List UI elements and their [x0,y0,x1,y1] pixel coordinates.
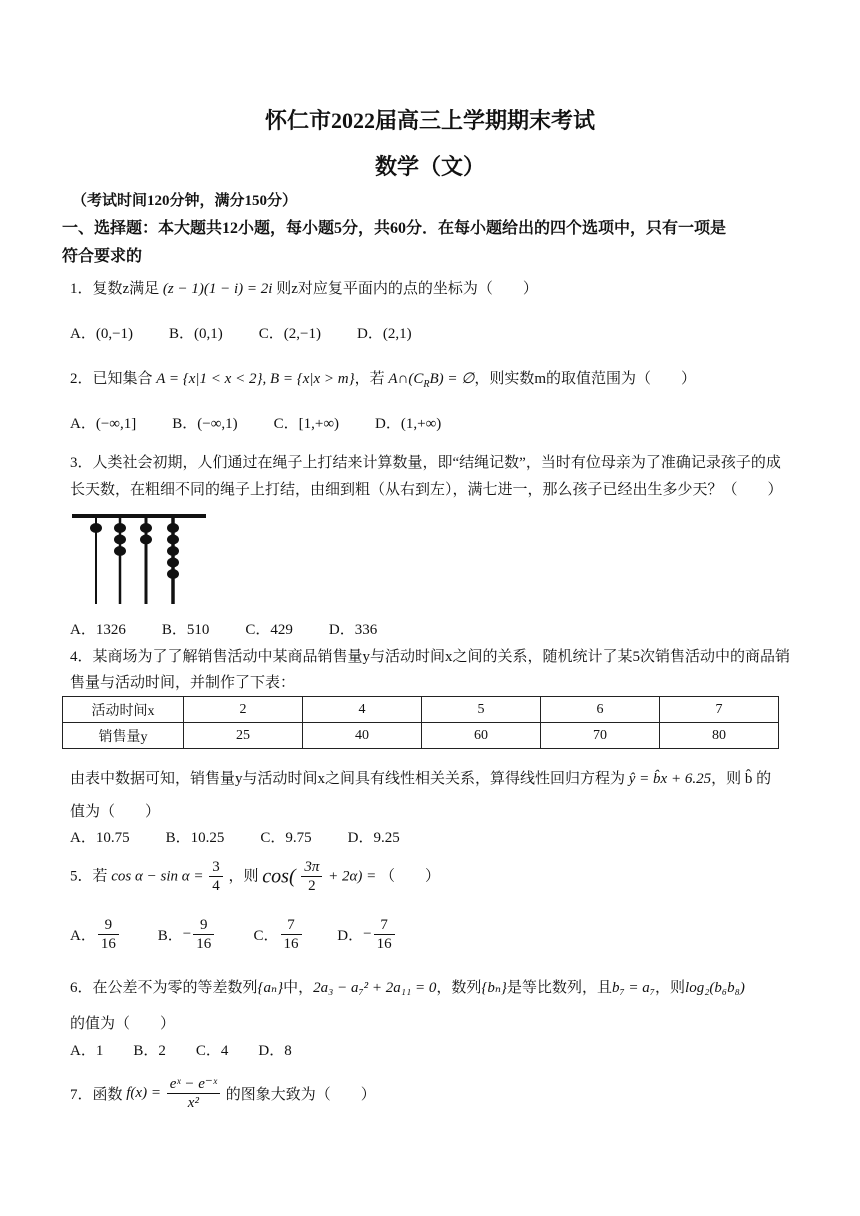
q6-sequence-b: {bₙ} [481,980,507,996]
q1-options [70,322,448,343]
q6-options [70,1039,328,1060]
q5-option-c[interactable] [254,916,334,953]
q6-text: ，数列 [436,980,482,996]
fraction-numerator: 7 [281,916,302,935]
q1-option-c[interactable]: C．(2,−1) [258,326,322,342]
fraction-denominator: 4 [212,878,220,894]
table-cell: 7 [660,697,779,723]
knot [114,523,126,533]
sales-data-table [62,696,779,749]
table-row-sales [63,723,779,749]
fraction-denominator: 16 [196,936,212,952]
q4-formula: ŷ = b̂x + 6.25 [628,771,712,787]
question-4-line3 [70,767,771,788]
q3-options [70,618,413,639]
fraction-numerator: 3 [209,858,223,877]
q5-text-mid: ，则 [228,868,259,885]
q2-text-mid: ，若 [354,371,389,387]
q1-option-b[interactable]: B．(0,1) [169,326,223,342]
q5-fraction-2 [301,858,322,895]
option-label: D． [337,928,364,944]
q6-option-d[interactable]: D．8 [258,1043,292,1059]
q1-option-a[interactable]: A．(0,−1) [70,326,134,342]
knot [114,546,126,556]
q2-option-b[interactable]: B．(−∞,1) [172,416,238,432]
table-cell: 5 [422,697,541,723]
q7-fraction [167,1075,220,1112]
q6-text: 6．在公差不为零的等差数列 [70,980,258,996]
q5-formula-2: cos( [262,865,296,888]
exam-title: 怀仁市2022届高三上学期期末考试 [264,108,595,133]
q1-text-end: 则z对应复平面内的点的坐标为（ ） [272,281,538,297]
fraction-numerator: 3π [301,858,322,877]
question-4-line4: 值为（ ） [70,804,161,820]
q2-subscript: R [423,379,430,390]
q5-fraction-1 [209,858,223,895]
option-sign: − [363,926,372,942]
knot-top-bar [72,514,206,518]
q5-text: 5．若 [70,868,108,885]
q5-options [70,916,417,953]
table-row-time [63,697,779,723]
question-4-line2: 售量与活动时间，并制作了下表： [70,675,296,691]
q4-option-a[interactable]: A．10.75 [70,830,130,846]
q5-formula-3: + 2α) = [328,868,377,885]
q3-option-b[interactable]: B．510 [161,622,210,638]
exam-info: （考试时间120分钟，满分150分） [72,193,298,209]
q2-text: 2．已知集合 [70,371,157,387]
q7-text: 7．函数 [70,1087,123,1103]
q5-option-b[interactable] [158,916,250,953]
fraction-numerator: 7 [374,916,395,935]
table-header-sales: 销售量y [63,723,184,749]
q6-text: 中， [283,980,314,996]
knot [90,523,102,533]
q4-text-end: ，则 b̂ 的 [711,771,772,787]
q4-text: 由表中数据可知，销售量y与活动时间x之间具有线性相关关系，算得线性回归方程为 [70,771,629,787]
q6-option-a[interactable]: A．1 [70,1043,104,1059]
table-cell: 25 [184,723,303,749]
q4-options [70,826,436,847]
question-4-line1: 4．某商场为了了解销售活动中某商品销售量y与活动时间x之间的关系，随机统计了某5次销售活动中的商品销 [70,649,791,665]
knot [167,558,179,568]
q7-formula: f(x) = [126,1085,161,1101]
question-1 [70,277,538,298]
question-3-line1: 3．人类社会初期，人们通过在绳子上打结来计算数量，即“结绳记数”，当时有位母亲为了准确记录孩子的成 [70,455,781,471]
fraction-numerator: 9 [193,916,214,935]
fraction-denominator: 16 [100,936,116,952]
q1-text: 1．复数z满足 [70,281,163,297]
knot [114,535,126,545]
q4-option-d[interactable]: D．9.25 [347,830,400,846]
q2-formula: A = {x|1 < x < 2}, B = {x|x > m} [156,371,355,387]
table-cell: 2 [184,697,303,723]
q2-options [70,412,477,433]
q2-formula-3: B) = ∅ [429,371,475,387]
q6-formula-2: b₇ = a₇ [611,980,656,996]
q1-formula: (z − 1)(1 − i) = 2i [162,281,273,297]
q6-text: 是等比数列，且 [506,980,612,996]
fraction-numerator: eˣ − e⁻ˣ [167,1075,220,1094]
fraction-denominator: x² [187,1095,199,1111]
table-cell: 60 [422,723,541,749]
question-7 [70,1075,376,1112]
q6-option-c[interactable]: C．4 [195,1043,229,1059]
table-cell: 4 [303,697,422,723]
q6-sequence-a: {aₙ} [257,980,284,996]
table-cell: 80 [660,723,779,749]
section-heading-line2: 符合要求的 [62,248,143,265]
option-label: C． [253,928,279,944]
knot-rope-figure [70,512,210,608]
question-5 [70,858,440,895]
q3-option-c[interactable]: C．429 [245,622,293,638]
q4-option-c[interactable]: C．9.75 [260,830,312,846]
q2-option-c[interactable]: C．[1,+∞) [273,416,340,432]
q6-formula-3: log₂(b₆b₈) [685,980,745,996]
q7-text-end: 的图象大致为（ ） [225,1087,376,1103]
option-label: A． [70,928,96,944]
q1-option-d[interactable]: D．(2,1) [357,326,412,342]
q2-option-a[interactable]: A．(−∞,1] [70,416,137,432]
table-cell: 6 [541,697,660,723]
question-2 [70,367,696,390]
fraction-numerator: 9 [98,916,119,935]
q2-option-d[interactable]: D．(1,+∞) [375,416,442,432]
knot [167,523,179,533]
question-3-line2: 长天数，在粗细不同的绳子上打结，由细到粗（从右到左），满七进一，那么孩子已经出生多少天？（ ） [70,482,783,498]
knot [167,546,179,556]
q5-option-d[interactable] [337,916,417,953]
q5-option-a[interactable] [70,916,154,953]
knot [167,569,179,579]
question-6-line1 [70,976,745,997]
option-sign: − [182,926,192,942]
knot [167,535,179,545]
data-table-wrapper [62,696,779,749]
knot [140,535,152,545]
q2-formula-2: A∩(C [388,371,424,387]
table-cell: 70 [541,723,660,749]
knot [140,523,152,533]
q3-option-a[interactable]: A．1326 [70,622,126,638]
q6-option-b[interactable]: B．2 [133,1043,166,1059]
table-cell: 40 [303,723,422,749]
table-header-time: 活动时间x [63,697,184,723]
exam-subtitle: 数学（文） [374,154,485,179]
fraction-denominator: 16 [283,936,299,952]
fraction-denominator: 2 [308,878,316,894]
option-label: B． [157,928,183,944]
q2-text-end: ，则实数m的取值范围为（ ） [474,371,697,387]
question-6-line2: 的值为（ ） [70,1016,176,1032]
q6-formula: 2a₃ − a₇² + 2a₁₁ = 0 [313,980,437,996]
fraction-denominator: 16 [376,936,392,952]
q4-option-b[interactable]: B．10.25 [165,830,225,846]
section-heading-line1: 一、选择题：本大题共12小题，每小题5分，共60分．在每小题给出的四个选项中，只有一项是 [62,220,727,237]
q3-option-d[interactable]: D．336 [328,622,378,638]
q6-text: ，则 [655,980,686,996]
q5-text-end: （ ） [380,868,441,885]
q5-formula: cos α − sin α = [111,868,204,885]
